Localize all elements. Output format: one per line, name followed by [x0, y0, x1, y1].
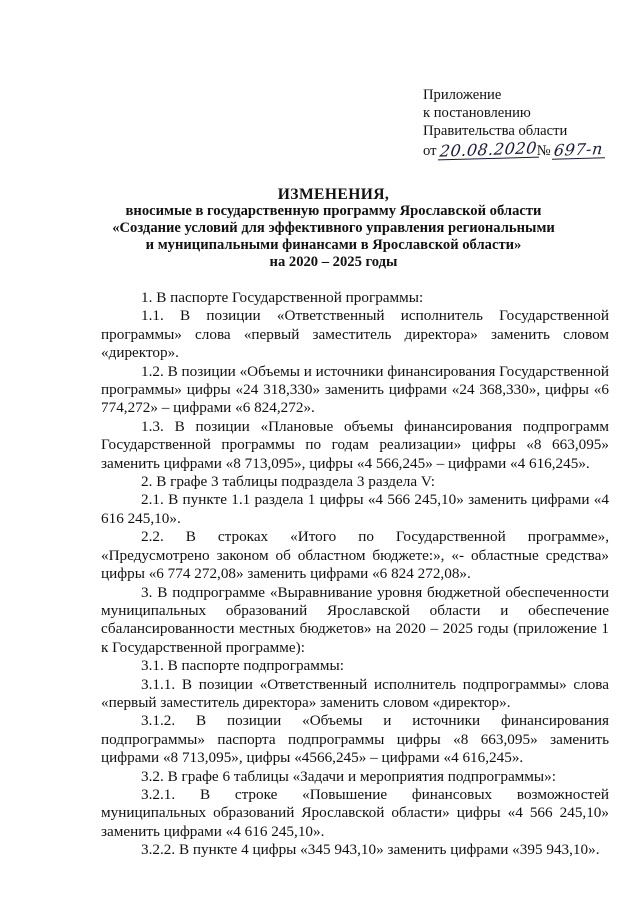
from-label: от [423, 142, 437, 159]
title-line: «Создание условий для эффективного управления региональными [112, 220, 555, 236]
paragraph: 1. В паспорте Государственной программы: [141, 289, 424, 306]
paragraph: 2.1. В пункте 1.1 раздела 1 цифры «4 566 245,10» заменить цифрами «4 616 245,10». [101, 491, 609, 527]
paragraph: 1.1. В позиции «Ответственный исполнитель Государственной программы» слова «первый заместитель директора» заменить словом «директор». [101, 307, 609, 362]
handwritten-date: 20.08.2020 [438, 137, 539, 161]
number-label: № [536, 142, 551, 159]
handwritten-number-field [553, 138, 605, 160]
title-line: на 2020 – 2025 годы [269, 254, 398, 270]
paragraph: 3.2.2. В пункте 4 цифры «345 943,10» заменить цифрами «395 943,10». [141, 841, 600, 859]
paragraph: 2. В графе 3 таблицы подраздела 3 раздела V: [141, 473, 435, 491]
document-body [101, 289, 609, 860]
paragraph: 1.3. В позиции «Плановые объемы финансирования подпрограмм Государственной программы по годам реализации» цифры «8 663,095» заменить цифрами «8 713,095», цифры «4 566,245» – цифрами «4 616,245». [101, 417, 609, 472]
paragraph: 3. В подпрограмме «Выравнивание уровня бюджетной обеспеченности муниципальных образований Ярославской области и обеспечение сбалансированности местных бюджетов» на 2020 – 2025 годы (приложение 1 к Государственной программе): [101, 583, 609, 656]
appendix-line: к постановлению [423, 105, 531, 122]
paragraph: 3.1.2. В позиции «Объемы и источники финансирования подпрограммы» паспорта подпрограммы цифры «8 663,095» заменить цифрами «8 713,095», цифры «4566,245» – цифрами «4 616,245». [101, 712, 609, 767]
paragraph: 3.2. В графе 6 таблицы «Задачи и мероприятия подпрограммы»: [141, 767, 556, 785]
appendix-line: Правительства области [423, 123, 568, 140]
paragraph: 1.2. В позиции «Объемы и источники финансирования Государственной программы» цифры «24 318,330» заменить цифрами «24 368,330», цифры «6 774,272» – цифрами «6 824,272». [101, 362, 609, 417]
handwritten-date-field [438, 137, 539, 161]
paragraph: 3.1. В паспорте подпрограммы: [141, 657, 344, 675]
handwritten-number: 697-п [553, 138, 605, 160]
paragraph: 3.1.1. В позиции «Ответственный исполнитель подпрограммы» слова «первый заместитель директора» заменить словом «директор». [101, 675, 609, 711]
appendix-date-line [423, 137, 633, 161]
title-line: вносимые в государственную программу Ярославской области [125, 203, 542, 219]
paragraph: 2.2. В строках «Итого по Государственной программе», «Предусмотрено законом об областном бюджете:», «- областные средства» цифры «6 774 272,08» заменить цифрами «6 824 272,08». [101, 528, 609, 583]
title-line: и муниципальными финансами в Ярославской области» [145, 237, 522, 253]
appendix-header [423, 86, 633, 160]
paragraph: 3.2.1. В строке «Повышение финансовых возможностей муниципальных образований Ярославской области» цифры «4 566 245,10» заменить цифрами «4 616 245,10». [101, 785, 609, 840]
appendix-line: Приложение [423, 87, 502, 103]
document-title [96, 186, 571, 271]
title-main: ИЗМЕНЕНИЯ, [277, 186, 390, 203]
